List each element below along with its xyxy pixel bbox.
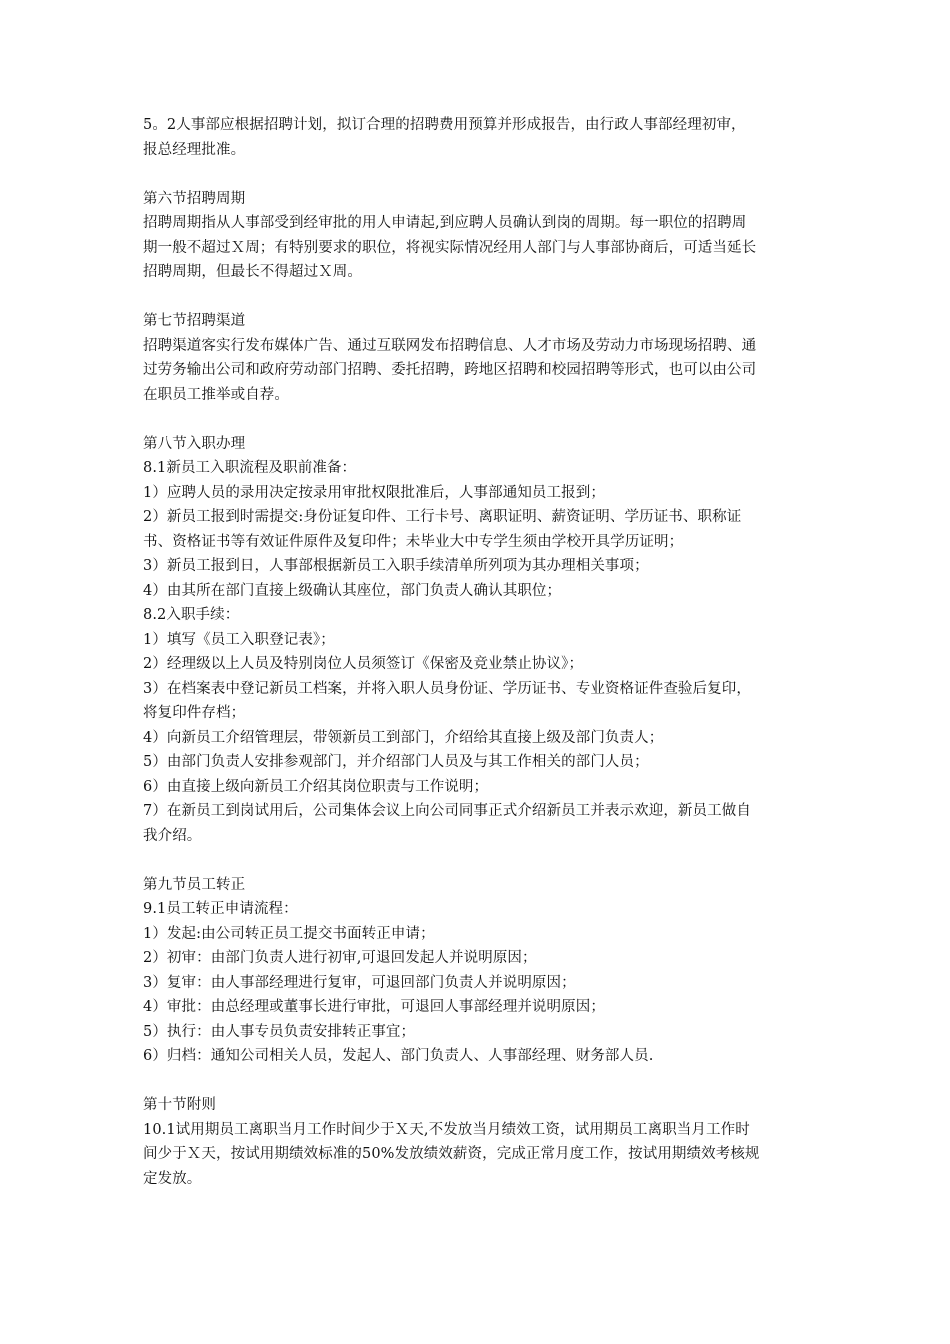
subsection-heading: 8.2入职手续： [143, 607, 240, 623]
paragraph-gap [143, 1069, 823, 1094]
section-heading: 第八节入职办理 [143, 435, 246, 452]
text-line: 报总经理批准。 [143, 141, 246, 158]
list-item: 5）执行：由人事专员负责安排转正事宜； [143, 1023, 416, 1040]
section-supplementary-provisions [143, 1093, 823, 1191]
paragraph-gap [143, 285, 823, 310]
list-item: 1）填写《员工入职登记表》； [143, 631, 335, 648]
text-line: 间少于Ｘ天，按试用期绩效标准的50%发放绩效薪资，完成正常月度工作，按试用期绩效考核规 [143, 1146, 760, 1162]
text-line: 招聘周期指从人事部受到经审批的用人申请起,到应聘人员确认到岗的周期。每一职位的招聘周 [143, 215, 747, 231]
list-item: 7）在新员工到岗试用后，公司集体会议上向公司同事正式介绍新员工并表示欢迎，新员工做自 [143, 803, 751, 819]
text-line: 招聘周期，但最长不得超过Ｘ周。 [143, 264, 362, 280]
section-onboarding [143, 432, 823, 849]
list-item: 1）发起:由公司转正员工提交书面转正申请； [143, 925, 435, 942]
list-item-continuation: 书、资格证书等有效证件原件及复印件；未毕业大中专学生须由学校开具学历证明； [143, 533, 684, 550]
section-heading: 第九节员工转正 [143, 876, 246, 893]
section-regularization [143, 873, 823, 1069]
text-line: 过劳务输出公司和政府劳动部门招聘、委托招聘，跨地区招聘和校园招聘等形式，也可以由公司 [143, 362, 757, 378]
subsection-heading: 9.1员工转正申请流程： [143, 901, 298, 917]
paragraph-recruitment-budget [143, 113, 823, 162]
section-recruitment-channels [143, 309, 823, 407]
list-item: 3）新员工报到日，人事部根据新员工入职手续清单所列项为其办理相关事项； [143, 558, 649, 574]
paragraph-gap [143, 162, 823, 187]
text-line: 定发放。 [143, 1170, 202, 1187]
list-item: 4）由其所在部门直接上级确认其座位，部门负责人确认其职位； [143, 582, 562, 599]
text-line: 在职员工推举或自荐。 [143, 386, 289, 403]
list-item: 2）经理级以上人员及特别岗位人员须签订《保密及竞业禁止协议》； [143, 656, 584, 672]
text-line: 招聘渠道客实行发布媒体广告、通过互联网发布招聘信息、人才市场及劳动力市场现场招聘、通 [143, 337, 757, 354]
paragraph-gap [143, 407, 823, 432]
document-page [143, 113, 823, 1191]
section-heading: 第十节附则 [143, 1097, 216, 1113]
text-line: 5。2人事部应根据招聘计划，拟订合理的招聘费用预算并形成报告，由行政人事部经理初审， [143, 117, 746, 133]
text-line: 期一般不超过Ｘ周；有特别要求的职位，将视实际情况经用人部门与人事部协商后，可适当延长 [143, 239, 757, 256]
list-item-continuation: 我介绍。 [143, 827, 202, 844]
list-item: 6）归档：通知公司相关人员，发起人、部门负责人、人事部经理、财务部人员. [143, 1048, 654, 1064]
text-line: 10.1试用期员工离职当月工作时间少于Ｘ天,不发放当月绩效工资，试用期员工离职当月工作时 [143, 1121, 750, 1138]
list-item: 1）应聘人员的录用决定按录用审批权限批准后，人事部通知员工报到； [143, 484, 605, 501]
list-item: 6）由直接上级向新员工介绍其岗位职责与工作说明； [143, 778, 489, 795]
subsection-heading: 8.1新员工入职流程及职前准备： [143, 460, 357, 476]
list-item: 3）在档案表中登记新员工档案，并将入职人员身份证、学历证书、专业资格证件查验后复印， [143, 680, 751, 697]
section-recruitment-cycle [143, 187, 823, 285]
list-item: 4）向新员工介绍管理层，带领新员工到部门，介绍给其直接上级及部门负责人； [143, 729, 664, 746]
section-heading: 第六节招聘周期 [143, 190, 246, 207]
list-item: 2）初审：由部门负责人进行初审,可退回发起人并说明原因； [143, 950, 537, 966]
list-item: 2）新员工报到时需提交:身份证复印件、工行卡号、离职证明、薪资证明、学历证书、职称证 [143, 509, 742, 525]
list-item: 3）复审：由人事部经理进行复审，可退回部门负责人并说明原因； [143, 974, 576, 991]
list-item: 5）由部门负责人安排参观部门，并介绍部门人员及与其工作相关的部门人员； [143, 754, 649, 770]
list-item: 4）审批：由总经理或董事长进行审批，可退回人事部经理并说明原因； [143, 999, 605, 1015]
list-item-continuation: 将复印件存档； [143, 705, 246, 721]
section-heading: 第七节招聘渠道 [143, 313, 246, 329]
paragraph-gap [143, 848, 823, 873]
